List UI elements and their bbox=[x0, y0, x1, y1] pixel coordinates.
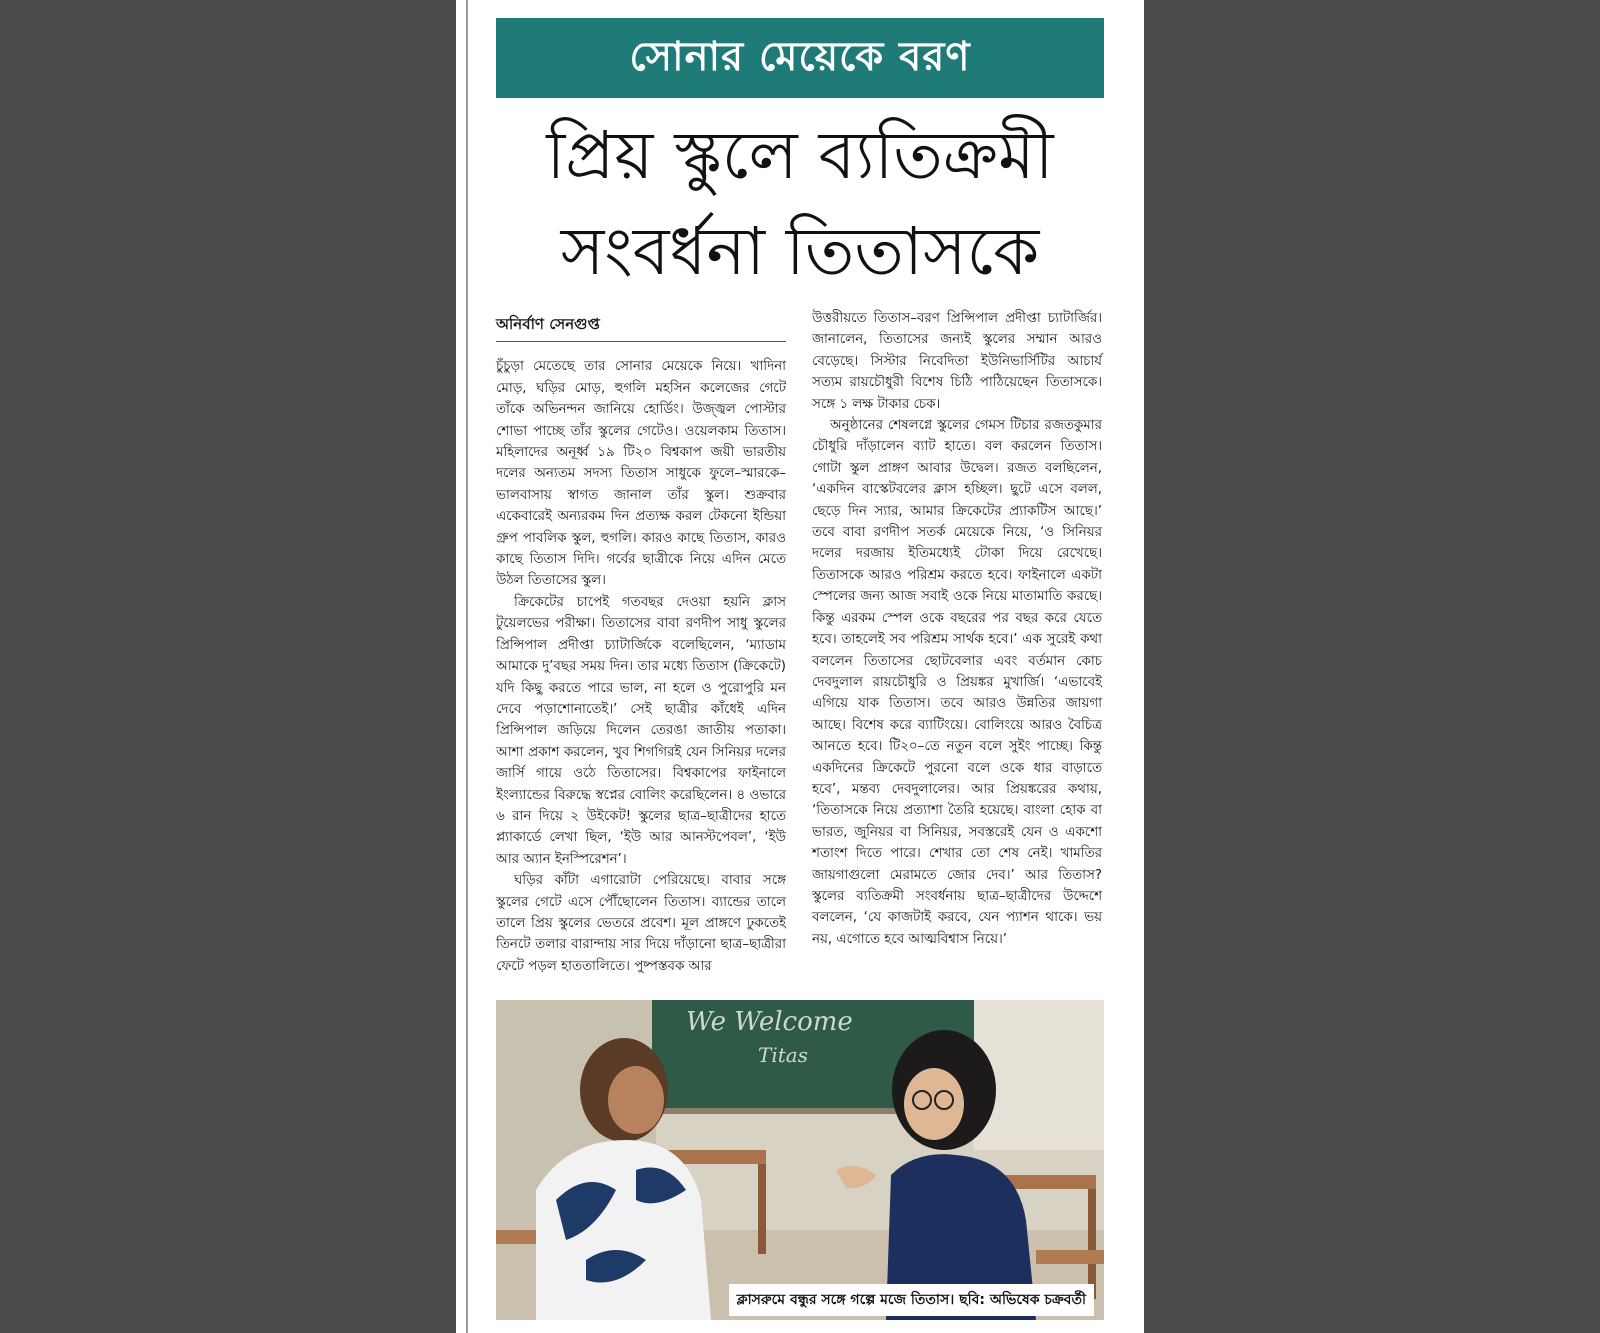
article-paragraph: ক্রিকেটের চাপেই গতবছর দেওয়া হয়নি ক্লাস টুয়েলভের পরীক্ষা। তিতাসের বাবা রণদীপ সাধু স্কুলের প্রিন্সিপাল প্রদীপ্তা চ্যাটার্জিকে বলেছিলেন, ‘ম্যাডাম আমাকে দু’বছর সময় দিন। তার মধ্যে তিতাস (ক্রিকেটে) যদি কিছু করতে পারে ভাল, না হলে ও পুরোপুরি মন দেবে পড়াশোনাতেই।’ সেই ছাত্রীর কাঁধেই এদিন প্রিন্সিপাল জড়িয়ে দিলেন তেরঙা জাতীয় পতাকা। আশা প্রকাশ করলেন, খুব শিগগিরই যেন সিনিয়র দলের জার্সি গায়ে ওঠে তিতাসের। বিশ্বকাপের ফাইনালে ইংল্যান্ডের বিরুদ্ধে স্বপ্নের বোলিং করেছিলেন। ৪ ওভারে ৬ রান দিয়ে ২ উইকেট! স্কুলের ছাত্র–ছাত্রীদের হাতে প্ল্যাকার্ডে লেখা ছিল, ‘ইউ আর আনস্টপেবল’, ‘ইউ আর অ্যান ইনস্পিরেশন’। bbox=[496, 594, 786, 867]
headline-line-2: সংবর্ধনা তিতাসকে bbox=[560, 213, 1040, 290]
photo-caption: ক্লাসরুমে বন্ধুর সঙ্গে গল্পে মজে তিতাস। ছবি: অভিষেক চক্রবর্তী bbox=[729, 1284, 1094, 1316]
person-face bbox=[608, 1066, 664, 1134]
article-photo bbox=[496, 1000, 1104, 1320]
byline: অনির্বাণ সেনগুপ্ত bbox=[496, 314, 786, 342]
chalkboard-text-name: Titas bbox=[758, 1043, 808, 1067]
article-column-left bbox=[496, 306, 786, 977]
section-banner: সোনার মেয়েকে বরণ bbox=[496, 18, 1104, 98]
article-column-right bbox=[812, 308, 1102, 950]
chalkboard-text-welcome: We Welcome bbox=[686, 1007, 853, 1037]
article-paragraph: চুঁচুড়া মেতেছে তার সোনার মেয়েকে নিয়ে। খাদিনা মোড়, ঘড়ির মোড়, হুগলি মহসিন কলেজের গেটে তাঁকে অভিনন্দন জানিয়ে হোর্ডিং। উজ্জ্বল পোস্টার শোভা পাচ্ছে তাঁর স্কুলের গেটেও। ওয়েলকাম তিতাস। মহিলাদের অনূর্ধ্ব ১৯ টি২০ বিশ্বকাপ জয়ী ভারতীয় দলের অন্যতম সদস্য তিতাস সাধুকে ফুলে–স্মারকে–ভালবাসায় স্বাগত জানাল তাঁর স্কুল। শুক্রবার একেবারেই অন্যরকম দিন প্রত্যক্ষ করল টেকনো ইন্ডিয়া গ্রুপ পাবলিক স্কুল, হুগলি। কারও কাছে তিতাস, কারও কাছে তিতাস দিদি। গর্বের ছাত্রীকে নিয়ে এদিন মেতে উঠল তিতাসের স্কুল। bbox=[496, 359, 786, 589]
newspaper-page bbox=[456, 0, 1144, 1333]
headline-line-1: প্রিয় স্কুলে ব্যতিক্রমী bbox=[546, 117, 1054, 194]
classroom-photo-illustration bbox=[496, 1000, 1104, 1320]
headline bbox=[496, 108, 1104, 300]
article-paragraph: অনুষ্ঠানের শেষলগ্নে স্কুলের গেমস টিচার রজতকুমার চৌধুরি দাঁড়ালেন ব্যাট হাতে। বল করলেন তিতাস। গোটা স্কুল প্রাঙ্গণ আবার উদ্বেল। রজত বলছিলেন, ‘একদিন বাস্কেটবলের ক্লাস হচ্ছিল। ছুটে এসে বলল, ছেড়ে দিন স্যার, আমার ক্রিকেটের প্র্যাকটিস আছে।’ তবে বাবা রণদীপ সতর্ক মেয়েকে নিয়ে, ‘ও সিনিয়র দলের দরজায় ইতিমধ্যেই টোকা দিয়ে রেখেছে। তিতাসকে আরও পরিশ্রম করতে হবে। ফাইনালে একটা স্পেলের জন্য আজ সবাই ওকে নিয়ে মাতামাতি করছে। কিন্তু এরকম স্পেল ওকে বছরের পর বছর করে যেতে হবে। তাহলেই সব পরিশ্রম সার্থক হবে।’ এক সুরেই কথা বললেন তিতাসের ছোটবেলার এবং বর্তমান কোচ দেবদুলাল রায়চৌধুরি ও প্রিয়ঙ্কর মুখার্জি। ‘এভাবেই এগিয়ে যাক তিতাস। তবে আরও উন্নতির জায়গা আছে। বিশেষ করে ব্যাটিংয়ে। বোলিংয়ে আরও বৈচিত্র আনতে হবে। টি২০–তে নতুন বলে সুইং পাচ্ছে। কিন্তু একদিনের ক্রিকেটে পুরনো বলে ওকে ধার বাড়াতে হবে’, মন্তব্য দেবদুলালের। আর প্রিয়ঙ্করের কথায়, ‘তিতাসকে নিয়ে প্রত্যাশা তৈরি হয়েছে। বাংলা হোক বা ভারত, জুনিয়র বা সিনিয়র, সবস্তরেই যেন ও একশো শতাংশ দিতে পারে। শেখার তো শেষ নেই। খামতির জায়গাগুলো মেরামতে জোর দেব।’ আর তিতাস? স্কুলের ব্যতিক্রমী সংবর্ধনায় ছাত্র–ছাত্রীদের উদ্দেশে বললেন, ‘যে কাজটাই করবে, যেন প্যাশন থাকে। ভয় নয়, এগোতে হবে আত্মবিশ্বাস নিয়ে।’ bbox=[812, 418, 1102, 947]
person-shirt bbox=[536, 1140, 711, 1320]
page-fold-line bbox=[466, 0, 468, 1333]
article-paragraph: উত্তরীয়তে তিতাস–বরণ প্রিন্সিপাল প্রদীপ্তা চ্যাটার্জির। জানালেন, তিতাসের জন্যই স্কুলের সম্মান আরও বেড়েছে। সিস্টার নিবেদিতা ইউনিভার্সিটির আচার্য সত্যম রায়চৌধুরী বিশেষ চিঠি পাঠিয়েছেন তিতাসকে। সঙ্গে ১ লক্ষ টাকার চেক। bbox=[812, 311, 1102, 412]
article-paragraph: ঘড়ির কাঁটা এগারোটা পেরিয়েছে। বাবার সঙ্গে স্কুলের গেটে এসে পৌঁছোলেন তিতাস। ব্যান্ডের তালে তালে প্রিয় স্কুলের ভেতরে প্রবেশ। মূল প্রাঙ্গণে ঢুকতেই তিনটে তলার বারান্দায় সার দিয়ে দাঁড়ানো ছাত্র–ছাত্রীরা ফেটে পড়ল হাততালিতে। পুষ্পস্তবক আর bbox=[496, 873, 786, 974]
